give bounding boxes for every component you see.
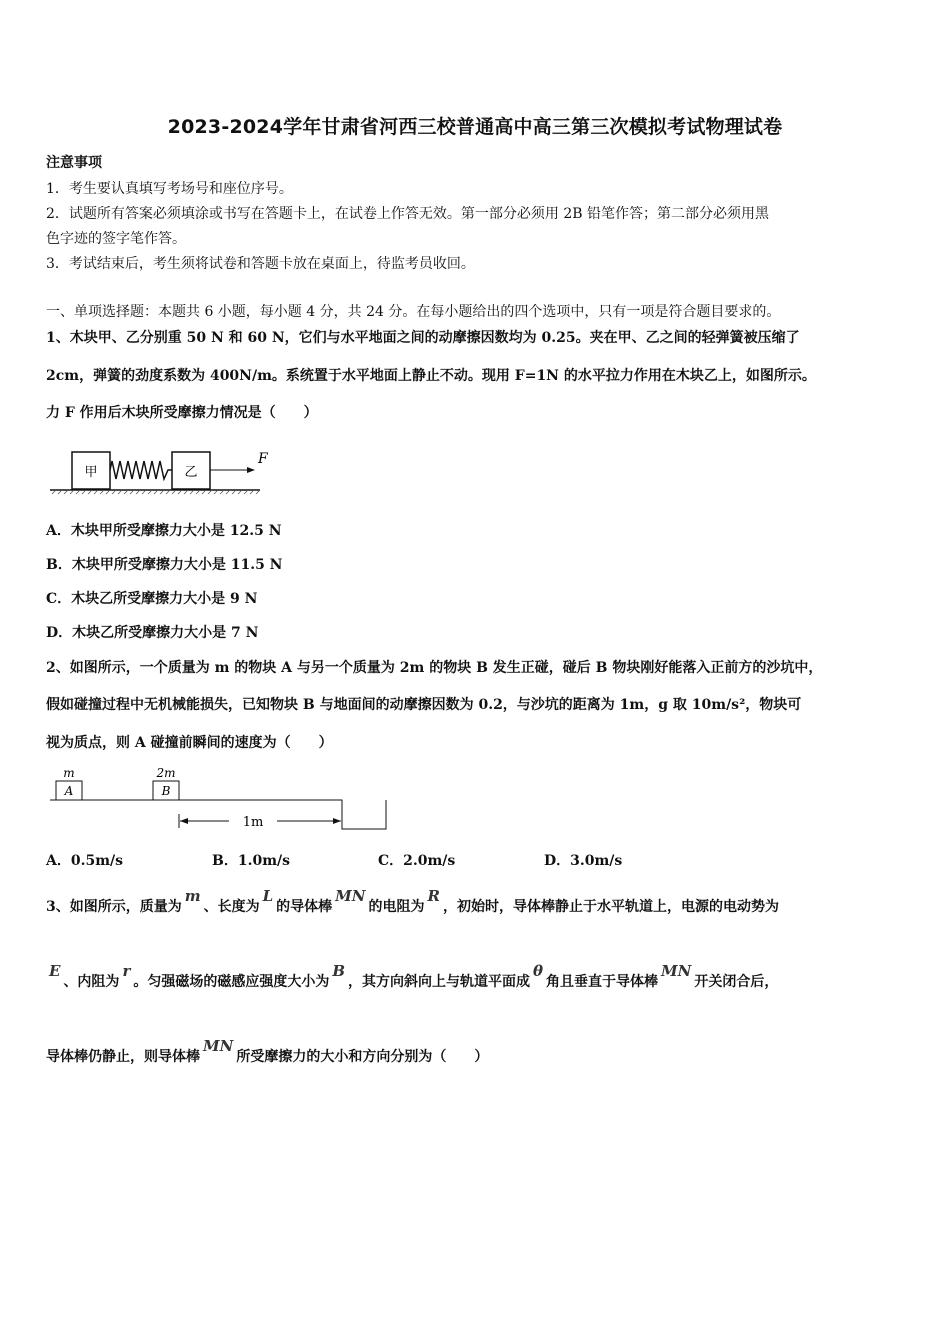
q2-option-d[interactable]: D．3.0m/s (544, 853, 623, 869)
notice-heading: 注意事项 (46, 155, 102, 171)
q2-line-1: 2、如图所示，一个质量为 m 的物块 A 与另一个质量为 2m 的物块 B 发生正碰，碰后 B 物块刚好能落入正前方的沙坑中， (46, 660, 823, 676)
q3-l1-text-2: 、长度为 (203, 899, 260, 915)
notice-item-2: 2．试题所有答案必须填涂或书写在答题卡上，在试卷上作答无效。第一部分必须用 2B 铅笔作答；第二部分必须用黑 (46, 206, 769, 222)
q2-line-2: 假如碰撞过程中无机械能损失，已知物块 B 与地面间的动摩擦因数为 0.2，与沙坑的距离为 1m，g 取 10m/s²，物块可 (46, 697, 802, 713)
notice-item-2-cont: 色字迹的签字笔作答。 (46, 231, 186, 247)
ground-with-sand-pit (50, 800, 386, 829)
q1-line-2: 2cm，弹簧的劲度系数为 400N/m。系统置于水平地面上静止不动。现用 F=1N 的水平拉力作用在木块乙上，如图所示。 (46, 368, 816, 384)
notice-item-3: 3．考试结束后，考生须将试卷和答题卡放在桌面上，待监考员收回。 (46, 256, 475, 272)
distance-label: 1m (242, 815, 264, 830)
q2-option-b[interactable]: B．1.0m/s (212, 853, 290, 869)
q3-l2-text-3: ，其方向斜向上与轨道平面成 (348, 974, 531, 990)
q3-sym-rod-3: MN (203, 1037, 234, 1055)
q2-line-3: 视为质点，则 A 碰撞前瞬间的速度为（ ） (46, 735, 333, 751)
notice-item-1: 1．考生要认真填写考场号和座位序号。 (46, 181, 293, 197)
mass-a-label: m (63, 766, 75, 780)
q1-option-d[interactable]: D．木块乙所受摩擦力大小是 7 N (46, 625, 259, 641)
ground-line (50, 490, 260, 494)
q3-l2-text-4: 角且垂直于导体棒 (546, 974, 659, 990)
q3-sym-angle: θ (533, 962, 544, 980)
q3-sym-rod: MN (335, 887, 366, 905)
page-title: 2023-2024学年甘肃省河西三校普通高中高三第三次模拟考试物理试卷 (167, 116, 783, 138)
q2-option-c[interactable]: C．2.0m/s (378, 853, 456, 869)
q3-sym-rod-2: MN (661, 962, 692, 980)
q3-l3-text-1: 导体棒仍静止，则导体棒 (46, 1049, 200, 1065)
q3-line-2 (46, 962, 779, 991)
section-heading: 一、单项选择题：本题共 6 小题，每小题 4 分，共 24 分。在每小题给出的四个选项中，只有一项是符合题目要求的。 (46, 304, 781, 320)
q3-sym-field: B (332, 962, 346, 980)
q3-sym-length: L (262, 887, 274, 905)
q3-l1-text-3: 的导体棒 (276, 899, 333, 915)
block-a-label: A (64, 784, 74, 798)
block-jia-label: 甲 (84, 465, 98, 480)
q1-line-1: 1、木块甲、乙分别重 50 N 和 60 N，它们与水平地面之间的动摩擦因数均为 0.25。夹在甲、乙之间的轻弹簧被压缩了 (46, 330, 800, 346)
q1-option-c[interactable]: C．木块乙所受摩擦力大小是 9 N (46, 591, 258, 607)
force-label: F (258, 451, 268, 467)
q3-l2-text-2: 。匀强磁场的磁感应强度大小为 (133, 974, 330, 990)
spring (110, 461, 172, 479)
q2-figure (46, 764, 396, 834)
q3-line-3 (46, 1037, 489, 1066)
distance-arrow-right (277, 818, 341, 824)
distance-arrow-left (180, 818, 229, 824)
q3-l2-text-1: 、内阻为 (63, 974, 120, 990)
q1-option-b[interactable]: B．木块甲所受摩擦力大小是 11.5 N (46, 557, 283, 573)
force-arrow (210, 467, 255, 473)
q3-sym-mass: m (184, 887, 201, 905)
q1-figure (46, 440, 286, 502)
q3-l2-text-5: 开关闭合后， (694, 974, 779, 990)
q3-sym-resistance: R (427, 887, 440, 905)
mass-b-label: 2m (156, 766, 176, 780)
q1-option-a[interactable]: A．木块甲所受摩擦力大小是 12.5 N (46, 523, 282, 539)
block-yi-label: 乙 (184, 465, 198, 480)
q2-option-a[interactable]: A．0.5m/s (46, 853, 124, 869)
q3-line-1 (46, 887, 779, 916)
q3-sym-internal-r: r (122, 962, 131, 980)
q3-l3-text-2: 所受摩擦力的大小和方向分别为（ ） (236, 1049, 489, 1065)
q3-l1-text-4: 的电阻为 (368, 899, 425, 915)
q1-line-3: 力 F 作用后木块所受摩擦力情况是（ ） (46, 405, 318, 421)
q3-l1-text-1: 3、如图所示，质量为 (46, 899, 182, 915)
q3-l1-text-5: ，初始时，导体棒静止于水平轨道上，电源的电动势为 (442, 899, 779, 915)
block-b-label: B (161, 784, 171, 798)
q3-sym-emf: E (49, 962, 61, 980)
